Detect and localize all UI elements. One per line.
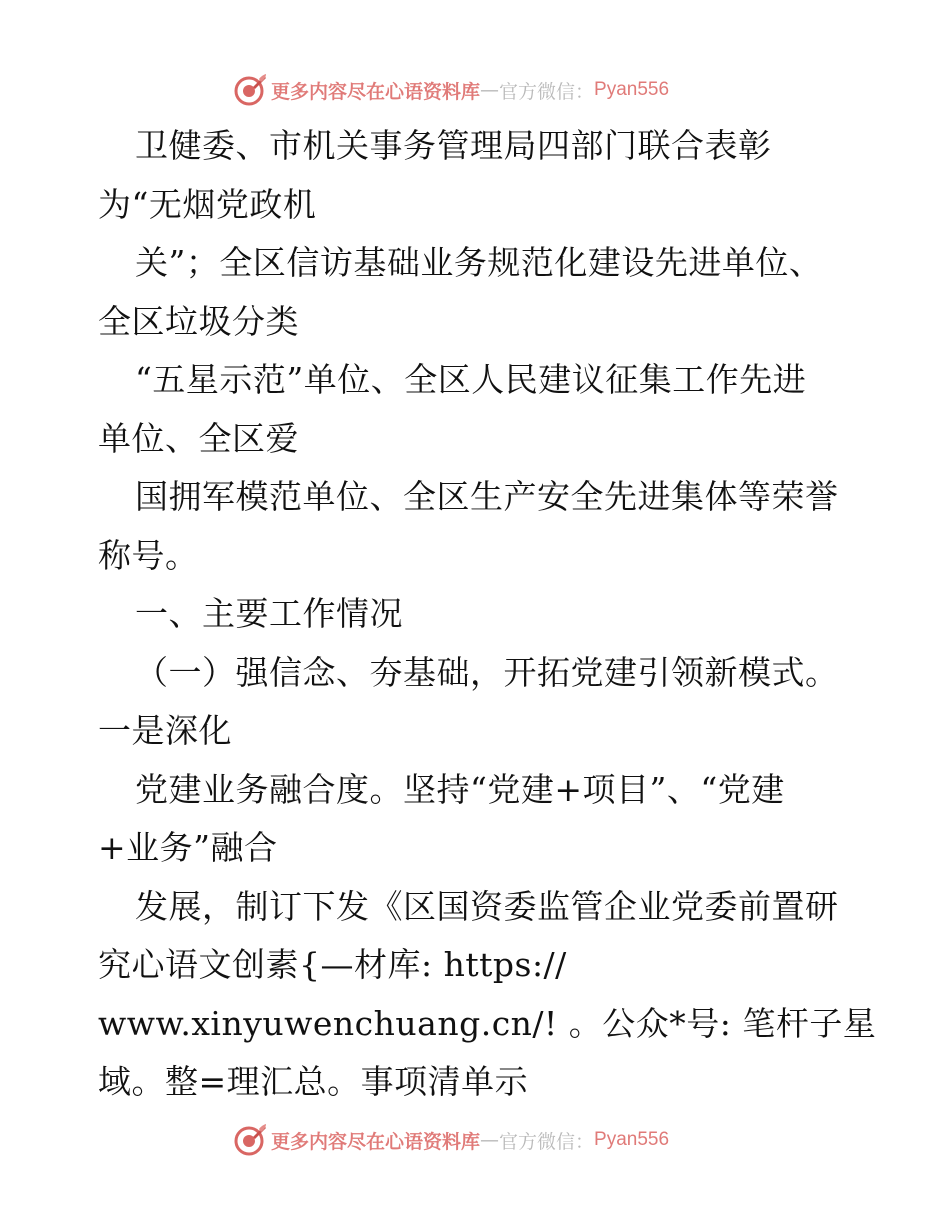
watermark-title: 更多内容尽在心语资料库 [271,80,481,103]
section-heading: 一、主要工作情况 [135,594,403,633]
watermark-dash: — [480,1129,500,1151]
quill-seal-icon [233,73,267,107]
text-line: 为“无烟党政机 [98,184,317,224]
watermark-dash: — [480,79,500,101]
text-line: 一是深化 [98,711,232,750]
text-line: 称号。 [98,535,199,575]
watermark-title: 更多内容尽在心语资料库 [271,1130,481,1153]
text-line: 单位、全区爱 [98,418,299,458]
quill-seal-icon [233,1123,267,1157]
text-line: 关”；全区信访基础业务规范化建设先进单位、 [135,243,823,282]
text-line: 全区垃圾分类 [98,301,299,341]
header-watermark [233,70,753,110]
text-line: www.xinyuwenchuang.cn/! 。公众*号: 笔杆子星 [98,1003,877,1043]
text-line: 发展，制订下发《区国资委监管企业党委前置研 [135,886,839,926]
watermark-wechat-id: Pyan556 [594,1129,670,1150]
text-line: 卫健委、市机关事务管理局四部门联合表彰 [135,126,772,165]
text-line: 究心语文创素{—材库: https:// [98,945,567,984]
watermark-wechat-label: 官方微信： [499,80,595,103]
subsection-heading: （一）强信念、夯基础，开拓党建引领新模式。 [135,652,839,692]
text-line: +业务”融合 [98,828,278,867]
text-line: 域。整=理汇总。事项清单示 [98,1062,529,1101]
body-text [98,117,878,1112]
text-line: “五星示范”单位、全区人民建议征集工作先进 [135,360,807,399]
footer-watermark [233,1120,753,1160]
text-line: 党建业务融合度。坚持“党建+项目”、“党建 [135,769,785,809]
watermark-wechat-label: 官方微信： [499,1130,595,1153]
watermark-wechat-id: Pyan556 [594,79,670,100]
text-line: 国拥军模范单位、全区生产安全先进集体等荣誉 [135,477,839,516]
